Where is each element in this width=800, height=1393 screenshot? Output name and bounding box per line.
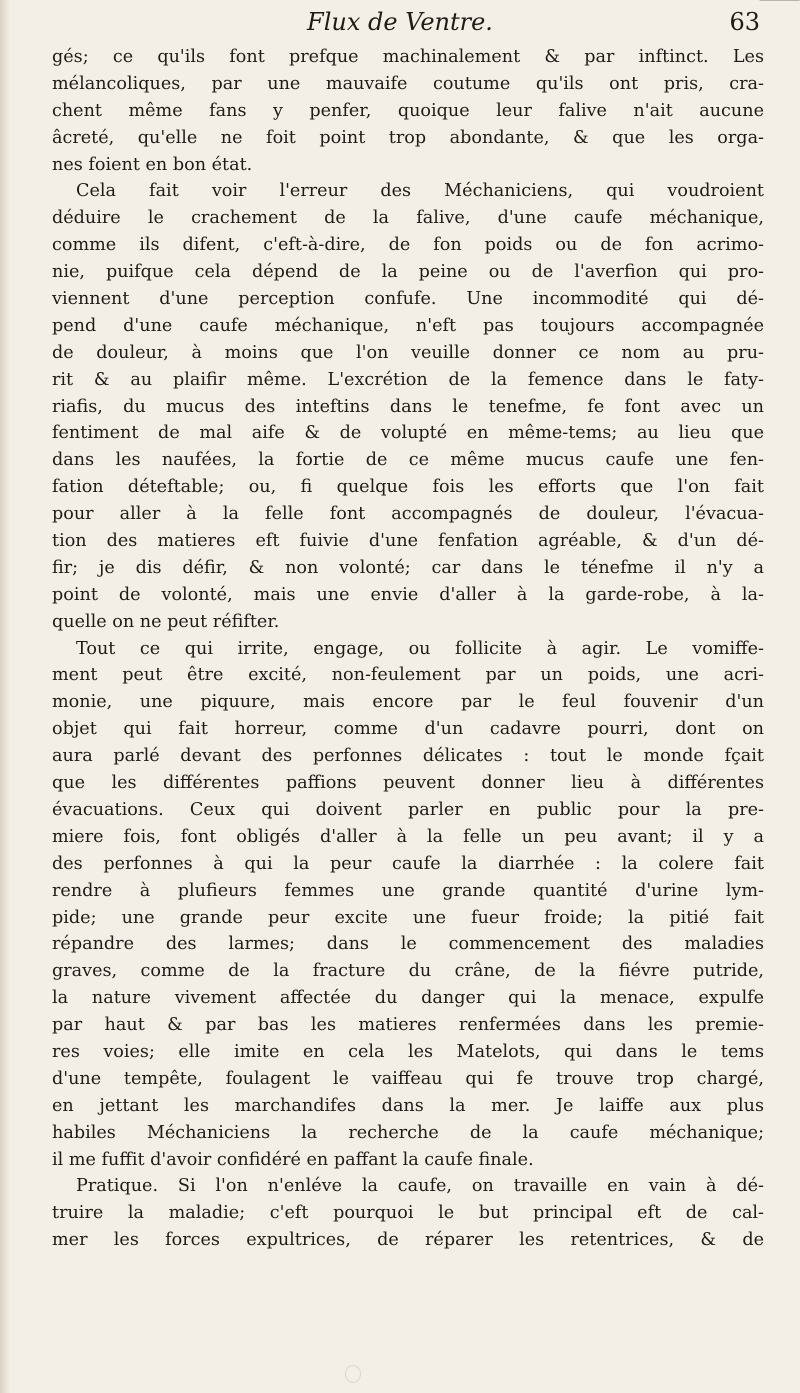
text-line: comme ils difent, c'eft-à-dire, de fon poids ou de fon acrimo-: [52, 235, 764, 256]
text-line: pide; une grande peur excite une fueur froide; la pitié fait: [52, 907, 764, 928]
text-line: gés; ce qu'ils font prefque machinalement & par inftinct. Les: [52, 47, 764, 67]
text-line: objet qui fait horreur, comme d'un cadavre pourri, dont on: [52, 719, 764, 740]
text-line: chent même fans y penfer, quoique leur falive n'ait aucune: [52, 100, 764, 121]
text-line: quelle on ne peut réfifter.: [52, 611, 280, 632]
text-line: répandre des larmes; dans le commencement des maladies: [52, 934, 764, 955]
text-line: miere fois, font obligés d'aller à la felle un peu avant; il y a: [52, 826, 764, 847]
text-line: rit & au plaifir même. L'excrétion de la femence dans le faty-: [52, 369, 764, 390]
text-line: pour aller à la felle font accompagnés de douleur, l'évacua-: [52, 504, 764, 525]
text-line: riafis, du mucus des inteftins dans le tenefme, fe font avec un: [52, 396, 764, 417]
text-line: Pratique. Si l'on n'enléve la caufe, on travaille en vain à dé-: [76, 1176, 764, 1197]
text-line: point de volonté, mais une envie d'aller à la garde-robe, à la-: [52, 584, 764, 605]
text-line: viennent d'une perception confufe. Une incommodité qui dé-: [52, 289, 764, 310]
text-line: d'une tempête, foulagent le vaiffeau qui fe trouve trop chargé,: [52, 1068, 764, 1089]
text-line: tion des matieres eft fuivie d'une fenfation agréable, & d'un dé-: [52, 531, 764, 552]
text-line: âcreté, qu'elle ne foit point trop abondante, & que les orga-: [52, 127, 764, 148]
page-number: 63: [729, 8, 760, 36]
text-line: fentiment de mal aife & de volupté en même-tems; au lieu que: [52, 423, 764, 444]
text-line: que les différentes paffions peuvent donner lieu à différentes: [52, 773, 764, 794]
page-edge-shadow: [0, 0, 10, 1393]
text-line: des perfonnes à qui la peur caufe la diarrhée : la colere fait: [52, 853, 764, 874]
text-line: fation déteftable; ou, fi quelque fois les efforts que l'on fait: [52, 477, 764, 498]
running-title: Flux de Ventre.: [307, 8, 493, 36]
text-line: nie, puifque cela dépend de la peine ou de l'averfion qui pro-: [52, 262, 764, 283]
text-line: mer les forces expultrices, de réparer les retentrices, & de: [52, 1230, 764, 1251]
text-line: habiles Méchaniciens la recherche de la caufe méchanique;: [52, 1122, 764, 1143]
text-line: dans les naufées, la fortie de ce même mucus caufe une fen-: [52, 450, 764, 471]
text-line: monie, une piquure, mais encore par le feul fouvenir d'un: [52, 692, 764, 713]
text-line: aura parlé devant des perfonnes délicates : tout le monde fçait: [52, 746, 764, 767]
body-text: [52, 44, 764, 1254]
text-line: Cela fait voir l'erreur des Méchaniciens, qui voudroient: [76, 181, 764, 202]
bottom-faint-mark: [345, 1365, 361, 1383]
text-line: truire la maladie; c'eft pourquoi le but principal eft de cal-: [52, 1203, 764, 1224]
text-line: il me fuffit d'avoir confidéré en paffant la caufe finale.: [52, 1149, 534, 1170]
text-line: Tout ce qui irrite, engage, ou follicite à agir. Le vomiffe-: [76, 638, 764, 659]
text-line: fir; je dis défir, & non volonté; car dans le ténefme il n'y a: [52, 557, 764, 578]
page-header: [40, 6, 760, 40]
text-line: par haut & par bas les matieres renfermées dans les premie-: [52, 1015, 764, 1036]
text-line: mélancoliques, par une mauvaife coutume qu'ils ont pris, cra-: [52, 73, 764, 94]
text-line: res voies; elle imite en cela les Matelots, qui dans le tems: [52, 1041, 764, 1062]
text-line: évacuations. Ceux qui doivent parler en public pour la pre-: [52, 799, 764, 820]
text-line: la nature vivement affectée du danger qui la menace, expulfe: [52, 988, 764, 1009]
text-line: rendre à plufieurs femmes une grande quantité d'urine lym-: [52, 880, 764, 901]
text-line: nes foient en bon état.: [52, 154, 253, 175]
text-line: pend d'une caufe méchanique, n'eft pas toujours accompagnée: [52, 315, 764, 336]
text-line: ment peut être excité, non-feulement par un poids, une acri-: [52, 665, 764, 686]
text-line: déduire le crachement de la falive, d'une caufe méchanique,: [52, 208, 764, 229]
text-line: de douleur, à moins que l'on veuille donner ce nom au pru-: [52, 342, 764, 363]
text-line: graves, comme de la fracture du crâne, de la fiévre putride,: [52, 961, 764, 982]
text-line: en jettant les marchandifes dans la mer. Je laiffe aux plus: [52, 1095, 764, 1116]
